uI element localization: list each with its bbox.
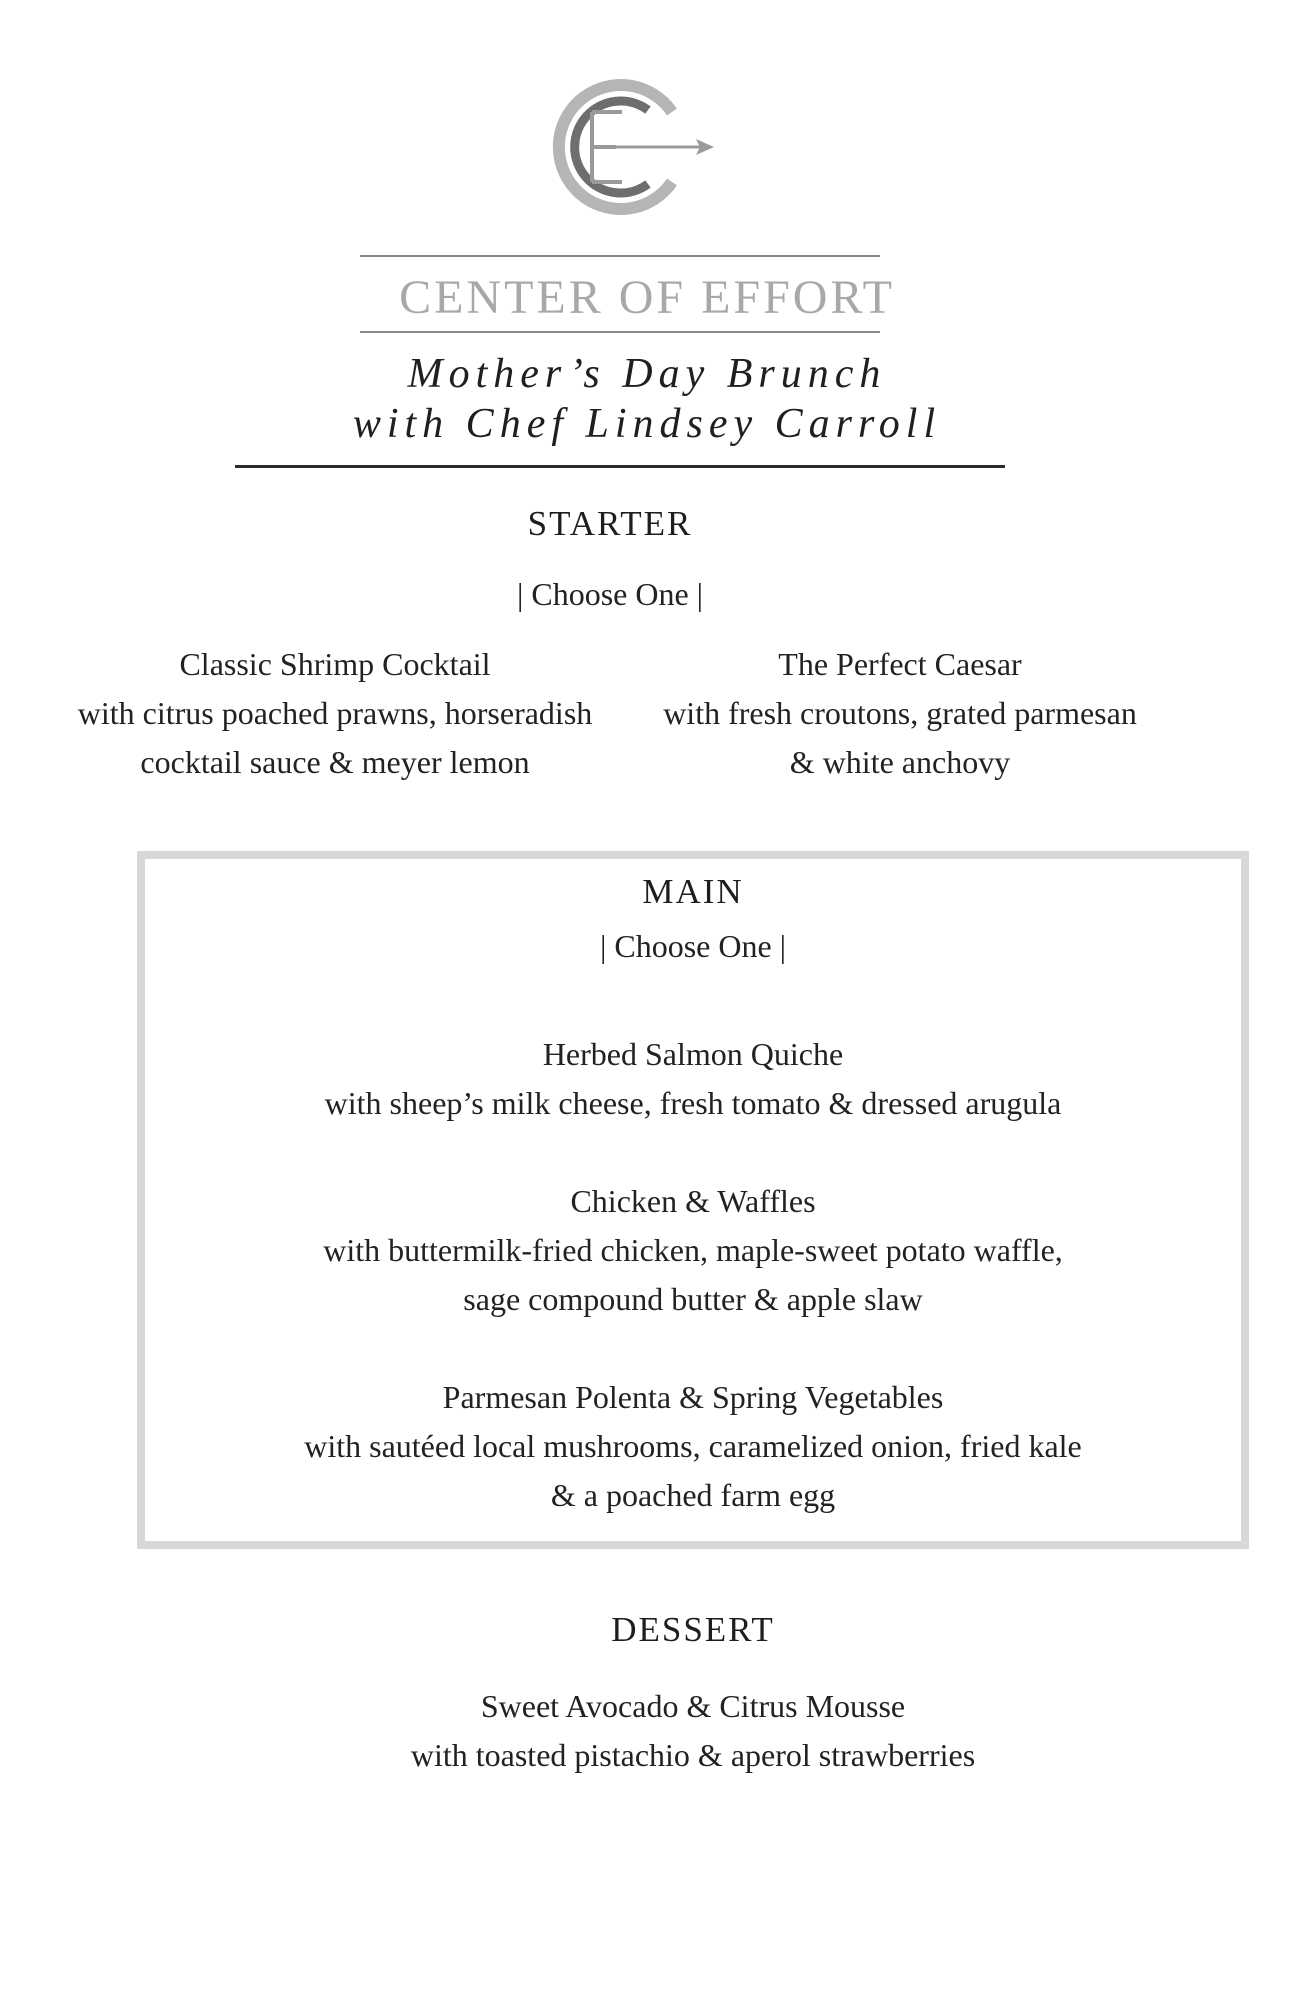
event-title-line2: with Chef Lindsey Carroll [352, 401, 942, 447]
dessert-item [137, 1682, 1249, 1780]
main-heading: MAIN [642, 872, 744, 911]
event-title-line1: Mother’s Day Brunch [407, 351, 887, 397]
starter-item [40, 640, 630, 787]
dish-name: Herbed Salmon Quiche [542, 1036, 844, 1072]
starter-heading: STARTER [527, 504, 693, 543]
main-item [137, 1030, 1249, 1128]
dish-description: with buttermilk-fried chicken, maple-sweet potato waffle, [323, 1232, 1063, 1268]
dish-name: Classic Shrimp Cocktail [179, 646, 491, 682]
dish-description: with sautéed local mushrooms, caramelized onion, fried kale [304, 1428, 1082, 1464]
brand-rule-bottom [360, 331, 880, 333]
main-item [137, 1177, 1249, 1324]
dish-description: & white anchovy [789, 744, 1011, 780]
dish-description: & a poached farm egg [550, 1477, 836, 1513]
dish-description: with sheep’s milk cheese, fresh tomato & dressed arugula [324, 1085, 1062, 1121]
dish-name: Parmesan Polenta & Spring Vegetables [442, 1379, 944, 1415]
dish-description: with citrus poached prawns, horseradish [77, 695, 593, 731]
dish-description: with toasted pistachio & aperol strawberries [410, 1737, 976, 1773]
title-divider [235, 465, 1005, 468]
main-item [137, 1373, 1249, 1520]
brand-name: CENTER OF EFFORT [399, 271, 895, 324]
dish-description: cocktail sauce & meyer lemon [140, 744, 530, 780]
center-of-effort-logo [530, 72, 720, 222]
dish-description: sage compound butter & apple slaw [463, 1281, 923, 1317]
dish-name: The Perfect Caesar [778, 646, 1022, 682]
brand-rule-top [360, 255, 880, 257]
main-choose-one: | Choose One | [599, 928, 787, 964]
dish-name: Chicken & Waffles [570, 1183, 816, 1219]
starter-choose-one: | Choose One | [516, 576, 704, 612]
starter-item [630, 640, 1170, 787]
dish-description: with fresh croutons, grated parmesan [663, 695, 1137, 731]
dessert-heading: DESSERT [611, 1610, 775, 1649]
dish-name: Sweet Avocado & Citrus Mousse [480, 1688, 906, 1724]
